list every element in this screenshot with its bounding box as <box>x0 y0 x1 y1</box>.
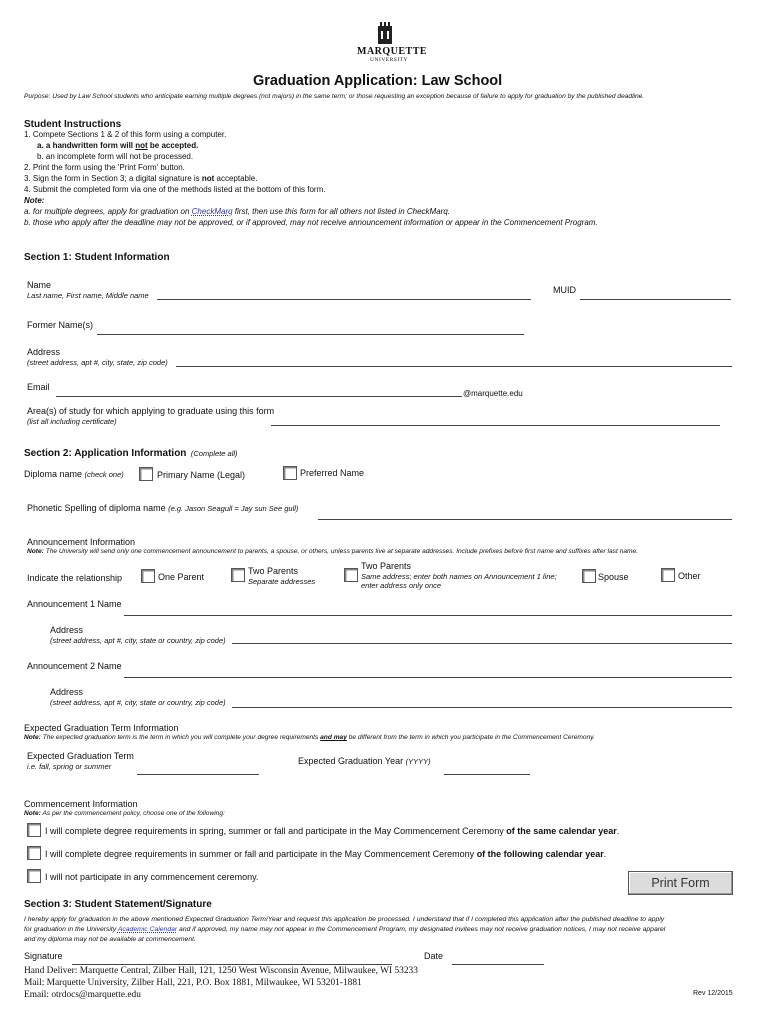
option-2-text: I will complete degree requirements in summer or fall and participate in the May Commencement Ceremony <box>45 849 477 859</box>
email-field[interactable] <box>56 396 462 397</box>
two-parents-separate-label: Two Parents <box>248 566 299 576</box>
hand-deliver-info: Hand Deliver: Marquette Central, Zilber Hall, 121, 1250 West Wisconsin Avenue, Milwaukee, WI 53233 <box>24 966 418 976</box>
statement-line-2 <box>24 926 665 933</box>
phonetic-hint: (e.g. Jason Seagull = Jay sun See gull) <box>168 504 299 513</box>
checkmarq-link[interactable]: CheckMarq <box>191 207 233 216</box>
option-1-emphasis: of the same calendar year <box>506 826 617 836</box>
mail-info: Mail: Marquette University, Zilber Hall, 221, P.O. Box 1881, Milwaukee, WI 53201-1881 <box>24 978 362 988</box>
phonetic-label-text: Phonetic Spelling of diploma name <box>27 503 166 513</box>
diploma-name-label <box>24 469 124 479</box>
email-info: Email: otrdocs@marquette.edu <box>24 990 141 1000</box>
address-field[interactable] <box>176 366 732 367</box>
area-of-study-hint: (list all including certificate) <box>27 417 117 426</box>
announcement-2-label: Announcement 2 Name <box>27 661 122 671</box>
instruction-4: 4. Submit the completed form via one of the methods listed at the bottom of this form. <box>24 185 326 194</box>
instructions-note-label: Note: <box>24 196 45 205</box>
diploma-label-text: Diploma name <box>24 469 83 479</box>
former-names-label: Former Name(s) <box>27 320 94 330</box>
commencement-note <box>24 810 225 817</box>
phonetic-field[interactable] <box>318 519 732 520</box>
one-parent-label: One Parent <box>158 572 205 582</box>
muid-field[interactable] <box>580 299 731 300</box>
name-label: Name <box>27 280 52 290</box>
instruction-1a-end: be accepted. <box>147 141 199 150</box>
logo-subtext: UNIVERSITY <box>370 57 408 63</box>
commencement-option-2-label: I will complete degree requirements in summer or fall and participate in the May Commencement Ceremony of the following calendar year. <box>45 849 607 859</box>
name-hint: Last name, First name, Middle name <box>27 291 149 300</box>
statement-line-3: and my diploma may not be available at commencement. <box>24 936 196 943</box>
commencement-note-text: As per the commencement policy, choose one of the following: <box>40 810 225 817</box>
term-note-emphasis: and may <box>320 734 347 741</box>
area-of-study-label: Area(s) of study for which applying to graduate using this form <box>27 406 275 416</box>
announcement-1-address-hint: (street address, apt #, city, state or country, zip code) <box>50 636 226 645</box>
statement-2-text: for graduation in the University <box>24 926 118 933</box>
date-field[interactable] <box>452 964 544 965</box>
address-label: Address <box>27 347 61 357</box>
instruction-1a <box>37 141 198 150</box>
announcement-2-address-hint: (street address, apt #, city, state or country, zip code) <box>50 698 226 707</box>
date-label: Date <box>424 951 444 961</box>
section-2-heading <box>24 443 238 461</box>
academic-calendar-link[interactable]: Academic Calendar <box>117 926 178 933</box>
instruction-3-end: acceptable. <box>214 174 258 183</box>
instruction-3-not: not <box>201 174 215 183</box>
two-parents-same-label: Two Parents <box>361 561 412 571</box>
marquette-logo-icon <box>376 22 394 44</box>
diploma-hint: (check one) <box>84 470 124 479</box>
instructions-heading: Student Instructions <box>24 119 122 130</box>
section-2-note: (Complete all) <box>190 449 238 458</box>
commencement-note-label: Note: <box>24 810 41 817</box>
section-3-heading: Section 3: Student Statement/Signature <box>24 899 212 910</box>
preferred-name-label: Preferred Name <box>300 468 365 478</box>
preferred-name-checkbox[interactable] <box>283 466 297 480</box>
instruction-1: 1. Compete Sections 1 & 2 of this form using a computer. <box>24 130 227 139</box>
instruction-2: 2. Print the form using the 'Print Form' button. <box>24 163 185 172</box>
email-suffix: @marquette.edu <box>463 389 523 398</box>
announcement-2-address-label: Address <box>50 687 84 697</box>
instruction-1a-text: a. a handwritten form will <box>37 141 136 150</box>
statement-2-end: and if approved, my name may not appear in the Commencement Program, my designated invitees may not receive graduation notices, I may not receive apparel <box>177 926 666 933</box>
announcement-1-label: Announcement 1 Name <box>27 599 122 609</box>
instruction-note-a <box>24 207 450 216</box>
one-parent-checkbox[interactable] <box>141 569 155 583</box>
relationship-label: Indicate the relationship <box>27 573 123 583</box>
two-parents-separate-hint: Separate addresses <box>248 577 316 586</box>
commencement-option-1-label: I will complete degree requirements in spring, summer or fall and participate in the May Commencement Ceremony of the same calendar year. <box>45 826 620 836</box>
section-2-title: Section 2: Application Information <box>24 448 187 459</box>
address-hint: (street address, apt #, city, state, zip code) <box>27 358 168 367</box>
spouse-label: Spouse <box>598 572 629 582</box>
two-parents-separate-checkbox[interactable] <box>231 568 245 582</box>
phonetic-label <box>27 503 298 513</box>
revision-date: Rev 12/2015 <box>693 990 733 997</box>
print-form-button[interactable]: Print Form <box>628 871 733 895</box>
two-parents-same-checkbox[interactable] <box>344 568 358 582</box>
two-parents-same-hint-1: Same address; enter both names on Announcement 1 line; <box>361 572 557 581</box>
expected-year-label-text: Expected Graduation Year <box>298 756 404 766</box>
announcement-1-address-field[interactable] <box>232 643 732 644</box>
primary-name-label: Primary Name (Legal) <box>157 470 246 480</box>
term-note <box>24 734 595 741</box>
instruction-1a-not: not <box>135 141 148 150</box>
expected-term-hint: i.e. fall, spring or summer <box>27 762 112 771</box>
logo-wordmark: MARQUETTE <box>357 46 428 57</box>
expected-year-label <box>298 756 431 766</box>
primary-name-checkbox[interactable] <box>139 467 153 481</box>
announcement-2-name-field[interactable] <box>124 677 732 678</box>
two-parents-same-hint-2: enter address only once <box>361 581 442 590</box>
expected-year-hint: (YYYY) <box>405 757 431 766</box>
commencement-option-3-label: I will not participate in any commencement ceremony. <box>45 872 259 882</box>
area-of-study-field[interactable] <box>271 425 720 426</box>
option-2-emphasis: of the following calendar year <box>476 849 604 859</box>
note-a-end: first, then use this form for all others not listed in CheckMarq. <box>232 207 450 216</box>
option-1-text: I will complete degree requirements in spring, summer or fall and participate in the May Commencement Ceremony <box>45 826 507 836</box>
announcement-2-address-field[interactable] <box>232 707 732 708</box>
term-note-end: be different from the term in which you participate in the Commencement Ceremony. <box>346 734 595 741</box>
signature-label: Signature <box>24 951 63 961</box>
announcement-note-text: The University will send only one commencement announcement to parents, a spouse, or others, unless parents live at separate addresses. Include prefixes before first name and suffixes after last name. <box>43 548 638 555</box>
purpose-text: Purpose: Used by Law School students who anticipate earning multiple degrees (not majors) in the same term; or those requesting an exception because of failure to apply for graduation by the published deadline. <box>24 93 645 100</box>
expected-term-field[interactable] <box>137 774 259 775</box>
instruction-note-b: b. those who apply after the deadline may not be approved, or if approved, may not receive announcement information or appear in the Commencement Program. <box>24 218 598 227</box>
expected-term-label: Expected Graduation Term <box>27 751 134 761</box>
announcement-info-label: Announcement Information <box>27 537 136 547</box>
commencement-option-3-checkbox[interactable] <box>27 869 41 883</box>
section-1-heading: Section 1: Student Information <box>24 252 170 263</box>
term-note-label: Note: <box>24 734 41 741</box>
announcement-note-label: Note: <box>27 548 44 555</box>
note-a-text: a. for multiple degrees, apply for graduation on <box>24 207 192 216</box>
other-checkbox[interactable] <box>661 568 675 582</box>
email-label: Email <box>27 382 50 392</box>
other-label: Other <box>678 571 701 581</box>
former-names-field[interactable] <box>97 334 524 335</box>
page-title: Graduation Application: Law School <box>253 73 503 89</box>
instruction-3 <box>24 174 257 183</box>
name-field[interactable] <box>157 299 531 300</box>
announcement-1-address-label: Address <box>50 625 84 635</box>
instruction-3-text: 3. Sign the form in Section 3; a digital signature is <box>24 174 202 183</box>
spouse-checkbox[interactable] <box>582 569 596 583</box>
statement-line-1: I hereby apply for graduation in the above mentioned Expected Graduation Term/Year and request this application be processed. I understand that if I completed this application after the published deadline to apply <box>24 916 665 923</box>
instruction-1b: b. an incomplete form will not be processed. <box>37 152 194 161</box>
announcement-note <box>27 548 638 555</box>
term-note-text: The expected graduation term is the term in which you will complete your degree requirements <box>40 734 321 741</box>
signature-field[interactable] <box>72 964 392 965</box>
commencement-option-1-checkbox[interactable] <box>27 823 41 837</box>
term-info-label: Expected Graduation Term Information <box>24 723 179 733</box>
announcement-1-name-field[interactable] <box>124 615 732 616</box>
expected-year-field[interactable] <box>444 774 530 775</box>
commencement-info-label: Commencement Information <box>24 799 138 809</box>
commencement-option-2-checkbox[interactable] <box>27 846 41 860</box>
muid-label: MUID <box>553 285 576 295</box>
